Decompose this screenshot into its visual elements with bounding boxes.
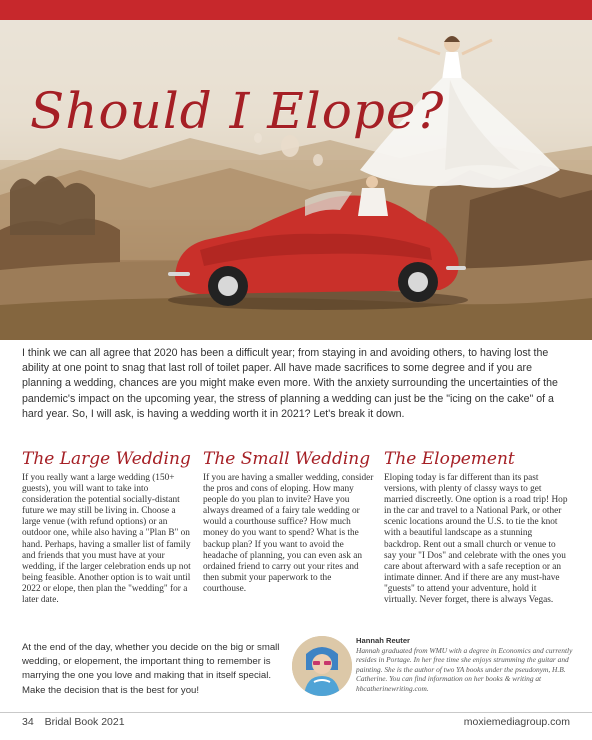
top-accent-bar xyxy=(0,0,592,20)
page-number: 34 xyxy=(22,716,34,728)
column-small-wedding xyxy=(203,448,375,595)
publication-name: Bridal Book 2021 xyxy=(44,716,125,728)
column-large-wedding xyxy=(22,448,194,606)
column-body: If you are having a smaller wedding, consider the pros and cons of eloping. How many people do you plan to invite? Have you always dreamed of a fairy tale wedding or would a courthouse suffice? How much money do you want to spend? What is the backup plan? If you want to avoid the headache of planning, you can even ask an ordained friend to carry out your rites and then submit your paperwork to the courthouse. xyxy=(203,473,374,594)
article-title: Should I Elope? xyxy=(30,82,445,140)
conclusion-paragraph: At the end of the day, whether you decide on the big or small wedding, or elopement, the important thing to remember is marrying the one you love and making that in itself special. Make the decision that is the best for you! xyxy=(22,642,280,696)
author-avatar xyxy=(292,636,352,696)
hero-illustration xyxy=(0,20,592,340)
author-bio-text: Hannah graduated from WMU with a degree in Economics and currently resides in Portage. In her free time she enjoys strumming the guitar and painting. She is the author of two YA books under the pseudonym, H.B. Catherine. You can find information on her books & writing at hbcatherinewriting.com. xyxy=(356,646,573,693)
column-heading: The Elopement xyxy=(384,449,515,469)
column-body: Eloping today is far different than its past versions, with plenty of classy ways to get married discreetly. One option is a road trip! Hop in the car and travel to a National Park, or other scenic locations around the U.S. to tie the knot with a beautiful landscape as a stunning backdrop. Rent out a small church or venue to say your "I Dos" and celebrate with the ones you care about afterward with a safe reception or an intimate dinner. And if there are any must-have "guests" to attend your adventure, hold it virtually. Never forget, there is always Vegas. xyxy=(384,473,568,606)
hero-photo xyxy=(0,20,592,340)
column-heading: The Large Wedding xyxy=(22,449,191,469)
column-body: If you really want a large wedding (150+ guests), you will want to take into consideration the potential socially-distant future we may still be living in. Choose a large venue (with refund options) or an outdoor one, while also having a "Plan B" on hand. Perhaps, having a smaller list of family and friends that you must have at your wedding, if the larger celebration ends up not being feasible. Another option is to wait until 2022 or elope, then plan the "wedding" for a later date. xyxy=(22,473,191,606)
author-bio xyxy=(356,636,578,693)
author-photo-icon xyxy=(292,636,352,696)
footer-divider xyxy=(0,712,592,713)
footer-left xyxy=(22,716,125,728)
page-footer xyxy=(0,716,592,736)
website-link[interactable]: moxiemediagroup.com xyxy=(463,716,570,728)
author-name: Hannah Reuter xyxy=(356,636,411,645)
column-heading: The Small Wedding xyxy=(203,449,371,469)
intro-paragraph: I think we can all agree that 2020 has been a difficult year; from staying in and avoiding others, to having lost the ability at one point to snag that last roll of toilet paper. All have made sacrifices to some degree and if you are planning a wedding, chances are you might make even more. With the anxiety surrounding the uncertainties of the pandemic's impact on the upcoming year, the stress of planning a wedding can just be the "icing on the cake" of a hard year. So, I will ask, is having a wedding worth it in 2021? Let's break it down. xyxy=(22,347,558,420)
column-elopement xyxy=(384,448,569,606)
